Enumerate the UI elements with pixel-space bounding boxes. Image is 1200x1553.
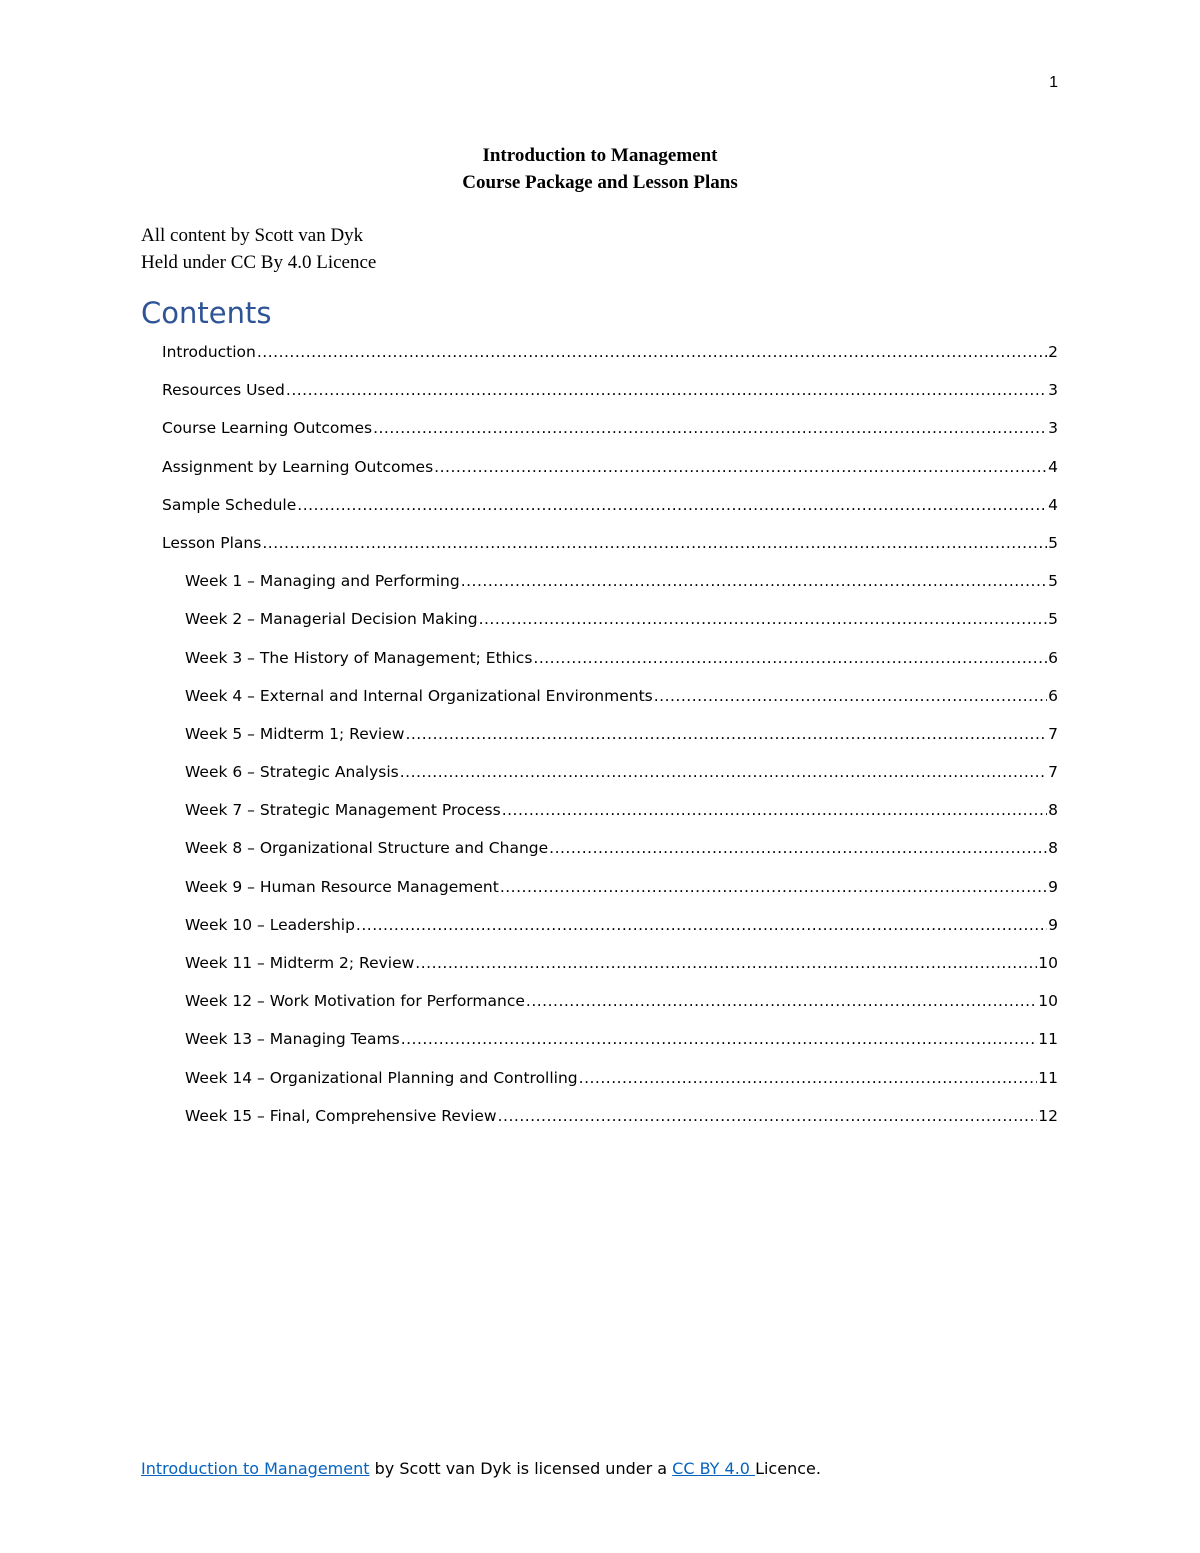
toc-dot-leader [405,721,1047,747]
toc-dot-leader [401,1026,1038,1052]
toc-dot-leader [654,683,1047,709]
toc-entry-title: Week 9 – Human Resource Management [185,877,499,896]
toc-dot-leader [502,797,1047,823]
toc-dot-leader [286,377,1047,403]
toc-entry[interactable] [162,988,1058,1026]
toc-entry[interactable] [162,1103,1058,1141]
toc-dot-leader [415,950,1037,976]
author-block [141,222,376,276]
toc-entry-page: 5 [1048,610,1058,629]
toc-entry-page: 3 [1048,419,1058,438]
toc-entry-page: 2 [1048,343,1058,361]
toc-entry-title: Week 8 – Organizational Structure and Change [185,839,549,858]
toc-entry-page: 8 [1048,801,1058,820]
toc-entry[interactable] [162,377,1058,415]
toc-dot-leader [549,835,1047,861]
toc-entry-title: Sample Schedule [162,495,297,514]
toc-dot-leader [533,645,1047,671]
footer-text-2: Licence. [755,1459,821,1478]
toc-entry[interactable] [162,835,1058,873]
toc-entry-title: Week 3 – The History of Management; Ethics [185,648,533,667]
toc-entry[interactable] [162,683,1058,721]
footer-text-1: by Scott van Dyk is licensed under a [369,1459,673,1478]
toc-dot-leader [461,568,1047,594]
page-number: 1 [1049,74,1058,91]
toc-dot-leader [373,415,1047,441]
toc-dot-leader [356,912,1047,938]
toc-entry-title: Week 14 – Organizational Planning and Controlling [185,1068,578,1087]
author-line-2: Held under CC By 4.0 Licence [141,252,377,273]
toc-entry[interactable] [162,606,1058,644]
toc-entry-page: 11 [1038,1068,1058,1087]
title-line-1: Introduction to Management [482,145,718,166]
toc-entry[interactable] [162,874,1058,912]
toc-entry-page: 11 [1038,1030,1058,1049]
toc-entry-title: Week 5 – Midterm 1; Review [185,724,405,743]
toc-entry-page: 4 [1048,495,1058,514]
toc-entry[interactable] [162,454,1058,492]
toc-entry-page: 6 [1048,686,1058,705]
toc-entry-title: Course Learning Outcomes [162,419,373,438]
toc-entry-page: 10 [1038,992,1058,1011]
toc-entry-page: 9 [1048,915,1058,934]
toc-dot-leader [498,1103,1038,1129]
toc-entry-page: 7 [1048,763,1058,782]
toc-entry-title: Week 12 – Work Motivation for Performance [185,992,525,1011]
toc-entry-page: 5 [1048,533,1058,552]
title-line-2: Course Package and Lesson Plans [462,172,738,193]
toc-entry[interactable] [162,415,1058,453]
toc-entry-title: Week 2 – Managerial Decision Making [185,610,478,629]
toc-entry-title: Week 10 – Leadership [185,915,355,934]
toc-entry-title: Week 11 – Midterm 2; Review [185,954,415,972]
contents-heading: Contents [141,296,272,330]
toc-entry[interactable] [162,339,1058,377]
toc-entry-title: Assignment by Learning Outcomes [162,457,434,476]
toc-entry-page: 8 [1048,839,1058,858]
cc-license-link[interactable]: CC BY 4.0 [672,1459,756,1478]
toc-dot-leader [297,492,1047,518]
toc-entry-page: 4 [1048,457,1058,476]
toc-entry-title: Week 7 – Strategic Management Process [185,801,501,820]
toc-dot-leader [262,530,1047,556]
toc-entry-page: 9 [1048,877,1058,896]
toc-dot-leader [479,606,1048,632]
toc-dot-leader [526,988,1037,1014]
toc-entry[interactable] [162,645,1058,683]
toc-entry-page: 6 [1048,648,1058,667]
license-footer [141,1459,821,1478]
toc-entry-title: Resources Used [162,381,285,400]
toc-entry-page: 12 [1038,1106,1058,1125]
toc-dot-leader [500,874,1047,900]
toc-entry[interactable] [162,568,1058,606]
toc-entry[interactable] [162,530,1058,568]
toc-entry[interactable] [162,950,1058,988]
toc-dot-leader [400,759,1047,785]
toc-entry-title: Week 15 – Final, Comprehensive Review [185,1106,497,1125]
toc-entry-page: 5 [1048,572,1058,591]
toc-dot-leader [257,339,1047,365]
toc-entry-title: Lesson Plans [162,533,262,552]
toc-dot-leader [434,454,1047,480]
toc-entry[interactable] [162,912,1058,950]
toc-entry-page: 10 [1038,954,1058,972]
toc-dot-leader [579,1065,1038,1091]
toc-entry[interactable] [162,759,1058,797]
toc-entry-title: Week 6 – Strategic Analysis [185,763,399,782]
toc-entry-title: Week 4 – External and Internal Organizational Environments [185,686,653,705]
document-title [0,142,1200,196]
toc-entry[interactable] [162,797,1058,835]
toc-entry[interactable] [162,1026,1058,1064]
toc-entry-page: 7 [1048,724,1058,743]
toc-entry-title: Week 1 – Managing and Performing [185,572,460,591]
author-line-1: All content by Scott van Dyk [141,225,364,246]
toc-entry-page: 3 [1048,381,1058,400]
toc-entry[interactable] [162,721,1058,759]
toc-entry-title: Week 13 – Managing Teams [185,1030,400,1049]
toc-entry[interactable] [162,492,1058,530]
toc-entry[interactable] [162,1065,1058,1103]
course-title-link[interactable]: Introduction to Management [141,1459,370,1478]
table-of-contents [162,339,1058,1141]
toc-entry-title: Introduction [162,343,256,361]
